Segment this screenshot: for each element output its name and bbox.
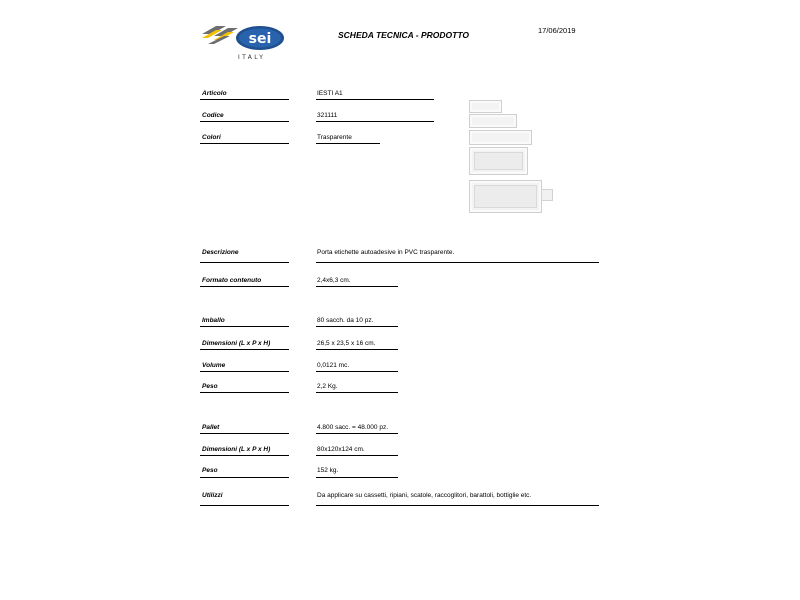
field-rule <box>200 326 289 327</box>
logo-subtitle: ITALY <box>238 54 266 61</box>
product-thumbnail-wide <box>469 130 532 145</box>
logo-wordmark: sei <box>248 31 272 47</box>
field-label-codice: Codice <box>202 112 224 119</box>
field-value-codice: 321111 <box>317 112 338 119</box>
field-label-articolo: Articolo <box>202 90 227 97</box>
field-rule <box>200 371 289 372</box>
product-thumbnail-small <box>469 100 502 113</box>
field-value-imballo: 80 sacch. da 10 pz. <box>317 317 374 324</box>
field-label-volume: Volume <box>202 362 226 369</box>
field-rule <box>200 505 289 506</box>
field-value-peso-imballo: 2,2 Kg. <box>317 383 338 390</box>
field-rule <box>316 392 398 393</box>
field-value-formato: 2,4x6,3 cm. <box>317 277 351 284</box>
field-rule <box>200 99 289 100</box>
field-rule <box>316 121 434 122</box>
field-label-imballo: Imballo <box>202 317 225 324</box>
field-rule <box>200 349 289 350</box>
field-label-utilizzi: Utilizzi <box>202 492 223 499</box>
product-thumbnail-medium <box>469 114 517 128</box>
field-label-pallet: Pallet <box>202 424 220 431</box>
field-value-utilizzi: Da applicare su cassetti, ripiani, scatole, raccoglitori, barattoli, bottiglie etc. <box>317 492 532 499</box>
field-label-colori: Colori <box>202 134 221 141</box>
product-thumbnail-xlarge <box>469 180 542 213</box>
field-rule <box>200 392 289 393</box>
field-rule <box>200 121 289 122</box>
document-date: 17/06/2019 <box>538 26 576 35</box>
field-label-descrizione: Descrizione <box>202 249 239 256</box>
field-rule <box>200 143 289 144</box>
field-rule <box>316 371 398 372</box>
field-rule <box>200 262 289 263</box>
field-value-dimensioni-imballo: 26,5 x 23,5 x 16 cm. <box>317 340 376 347</box>
field-value-pallet: 4.800 sacc. = 48.000 pz. <box>317 424 389 431</box>
field-rule <box>200 433 289 434</box>
field-value-articolo: IESTI A1 <box>317 90 343 97</box>
document-title: SCHEDA TECNICA - PRODOTTO <box>338 30 469 40</box>
field-rule <box>316 286 398 287</box>
field-label-dimensioni-imballo: Dimensioni (L x P x H) <box>202 340 271 347</box>
field-rule <box>316 433 398 434</box>
field-value-dimensioni-pallet: 80x120x124 cm. <box>317 446 365 453</box>
field-rule <box>316 349 398 350</box>
field-rule <box>200 477 289 478</box>
product-thumbnail-large <box>469 147 528 175</box>
field-rule <box>316 477 398 478</box>
field-label-peso-imballo: Peso <box>202 383 218 390</box>
field-value-peso-pallet: 152 kg. <box>317 467 339 474</box>
field-value-volume: 0,0121 mc. <box>317 362 350 369</box>
field-rule <box>316 143 380 144</box>
field-label-dimensioni-pallet: Dimensioni (L x P x H) <box>202 446 271 453</box>
field-rule <box>316 505 599 506</box>
field-value-descrizione: Porta etichette autoadesive in PVC trasparente. <box>317 249 455 256</box>
field-rule <box>316 326 398 327</box>
product-images <box>466 96 566 218</box>
field-label-formato: Formato contenuto <box>202 277 262 284</box>
field-rule <box>200 286 289 287</box>
field-rule <box>316 455 398 456</box>
field-rule <box>316 262 599 263</box>
field-value-colori: Trasparente <box>317 134 352 141</box>
field-label-peso-pallet: Peso <box>202 467 218 474</box>
field-rule <box>316 99 434 100</box>
field-rule <box>200 455 289 456</box>
